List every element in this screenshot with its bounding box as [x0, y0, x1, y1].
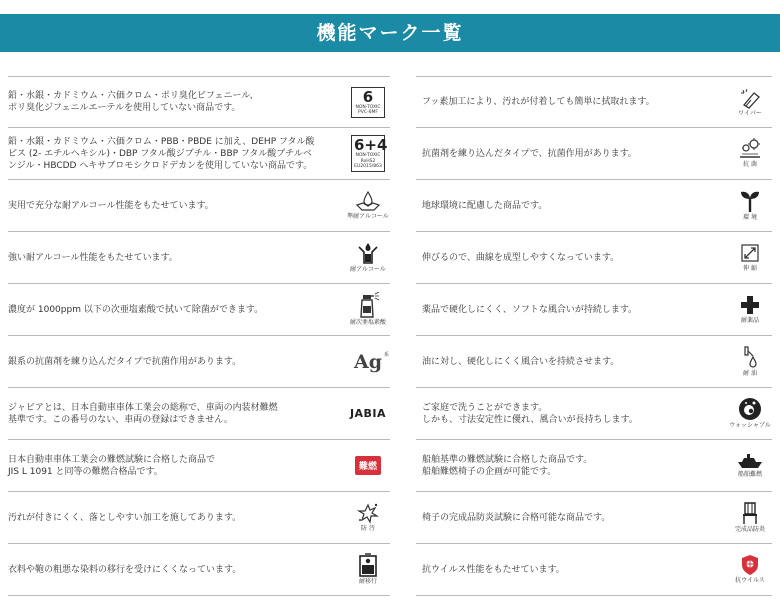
oil-icon — [739, 345, 761, 369]
list-item — [8, 544, 390, 596]
silver-ag-icon — [353, 350, 390, 373]
mark-description: 抗菌剤を練り込んだタイプで、抗菌作用があります。 — [422, 148, 637, 159]
mark-description: 薬品で硬化しにくく、ソフトな風合いが持続します。 — [422, 304, 638, 315]
list-item — [416, 388, 772, 440]
mark-description: 油に対し、硬化しにくく風合いを持続させます。 — [422, 356, 620, 367]
list-item — [416, 232, 772, 284]
list-item — [416, 76, 772, 128]
mark-subtext: NON-TOXIC RoHS2 EU2015/863 — [354, 153, 382, 170]
mark-suffix: 系 — [384, 351, 390, 358]
mark-description: ジャビアとは、日本自動車車体工業会の総称で、車両の内装材難燃 基準です。この番号のない、車両の登録はできません。 — [8, 402, 278, 425]
mark-description: 船舶基準の難燃試験に合格した商品です。 船舶難燃椅子の企画が可能です。 — [422, 454, 593, 477]
antibacterial-icon — [738, 138, 762, 160]
spray-icon — [356, 292, 380, 318]
washable-icon — [738, 397, 762, 421]
list-item — [416, 284, 772, 336]
mark-caption: 抗 菌 — [743, 161, 757, 168]
alcohol-icon — [356, 241, 380, 265]
list-item — [416, 492, 772, 544]
list-item — [8, 232, 390, 284]
list-item — [8, 128, 390, 180]
list-item — [8, 492, 390, 544]
mark-caption: 抗ウイルス — [735, 577, 765, 584]
list-item — [8, 284, 390, 336]
mark-number: 6+4 — [354, 136, 388, 155]
list-item — [416, 336, 772, 388]
mark-caption: 完成品防炎 — [734, 526, 765, 533]
cross-icon — [739, 294, 761, 316]
list-item — [416, 544, 772, 596]
semi-alcohol-icon — [355, 190, 381, 212]
mark-description: フッ素加工により、汚れが付着しても簡単に拭取れます。 — [422, 97, 655, 107]
list-item — [8, 76, 390, 128]
list-item — [8, 440, 390, 492]
function-mark-grid — [0, 76, 780, 602]
mark-description: 抗ウイルス性能をもたせています。 — [422, 564, 565, 575]
mark-caption: 耐次亜塩素酸 — [349, 319, 386, 326]
mark-description: 鉛・水銀・カドミウム・六価クロム・PBB・PBDE に加え、DEHP フタル酸 ビス (2- エチルヘキシル)・DBP フタル酸ジブチル・BBP フタル酸ブチルベ ンジル・HBCDD ヘキサブロモシクロドデカンを使用していない商品です。 — [8, 136, 315, 171]
list-item — [416, 440, 772, 492]
antiviral-icon — [740, 554, 760, 576]
mark-caption: 耐 油 — [743, 370, 757, 377]
mark-subtext: NON-TOXIC PVC-6MF — [355, 104, 381, 115]
mark-description: 地球環境に配慮した商品です。 — [422, 200, 548, 211]
mark-caption: 耐移行 — [358, 578, 377, 585]
mark-description: 椅子の完成品防炎試験に合格可能な商品です。 — [422, 512, 611, 523]
page-title: 機能マーク一覧 — [0, 14, 780, 52]
mark-description: 衣料や鞄の粗悪な染料の移行を受けにくくなっています。 — [8, 564, 242, 575]
mark-caption: 環 境 — [743, 214, 757, 221]
jabia-logo: JABIA — [349, 407, 387, 420]
mark-description: 銀系の抗菌剤を練り込んだタイプで抗菌作用があります。 — [8, 356, 242, 367]
non-toxic-6plus4-mark — [346, 135, 390, 172]
list-item — [8, 388, 390, 440]
mark-number: 6 — [362, 87, 374, 106]
list-item — [8, 336, 390, 388]
mark-description: 鉛・水銀・カドミウム・六価クロム・ポリ臭化ビフェニール、 ポリ臭化ジフェニルエーテルを使用していない商品です。 — [8, 91, 259, 113]
mark-description: 伸びるので、曲線を成型しやすくなっています。 — [422, 252, 620, 263]
list-item — [8, 180, 390, 232]
left-column — [8, 76, 390, 602]
mark-description: 日本自動車車体工業会の難燃試験に合格した商品で JIS L 1091 と同等の難燃合格品です。 — [8, 454, 216, 477]
stretch-icon — [739, 242, 761, 264]
dye-icon — [357, 553, 379, 577]
mark-caption: 伸 縮 — [743, 265, 757, 272]
mark-caption: 耐薬品 — [740, 317, 759, 324]
list-item — [416, 180, 772, 232]
mark-description: 強い耐アルコール性能をもたせています。 — [8, 252, 178, 263]
list-item — [416, 128, 772, 180]
flame-retardant-badge: 難燃 — [355, 456, 381, 475]
stain-icon — [356, 502, 380, 524]
mark-caption: 防 汚 — [361, 525, 375, 532]
mark-description: 濃度が 1000ppm 以下の次亜塩素酸で拭いて除菌ができます。 — [8, 304, 264, 315]
non-toxic-6-mark — [346, 87, 390, 118]
mark-symbol: Ag — [353, 350, 383, 373]
mark-description: ご家庭で洗うことができます。 しかも、寸法安定性に優れ、風合いが長持ちします。 — [422, 402, 638, 425]
mark-caption: 船舶難燃 — [737, 471, 762, 478]
right-column — [416, 76, 772, 602]
chair-icon — [740, 501, 760, 525]
wiper-icon — [738, 87, 762, 109]
mark-description: 汚れが付きにくく、落としやすい加工を施してあります。 — [8, 512, 242, 523]
mark-caption: ワイパー — [738, 109, 762, 117]
mark-caption: 準耐アルコール — [347, 213, 389, 220]
sprout-icon — [739, 189, 761, 213]
mark-description: 実用で充分な耐アルコール性能をもたせています。 — [8, 200, 214, 211]
ship-icon — [736, 452, 764, 470]
mark-caption: ウォッシャブル — [729, 422, 771, 429]
mark-caption: 耐アルコール — [350, 266, 386, 273]
